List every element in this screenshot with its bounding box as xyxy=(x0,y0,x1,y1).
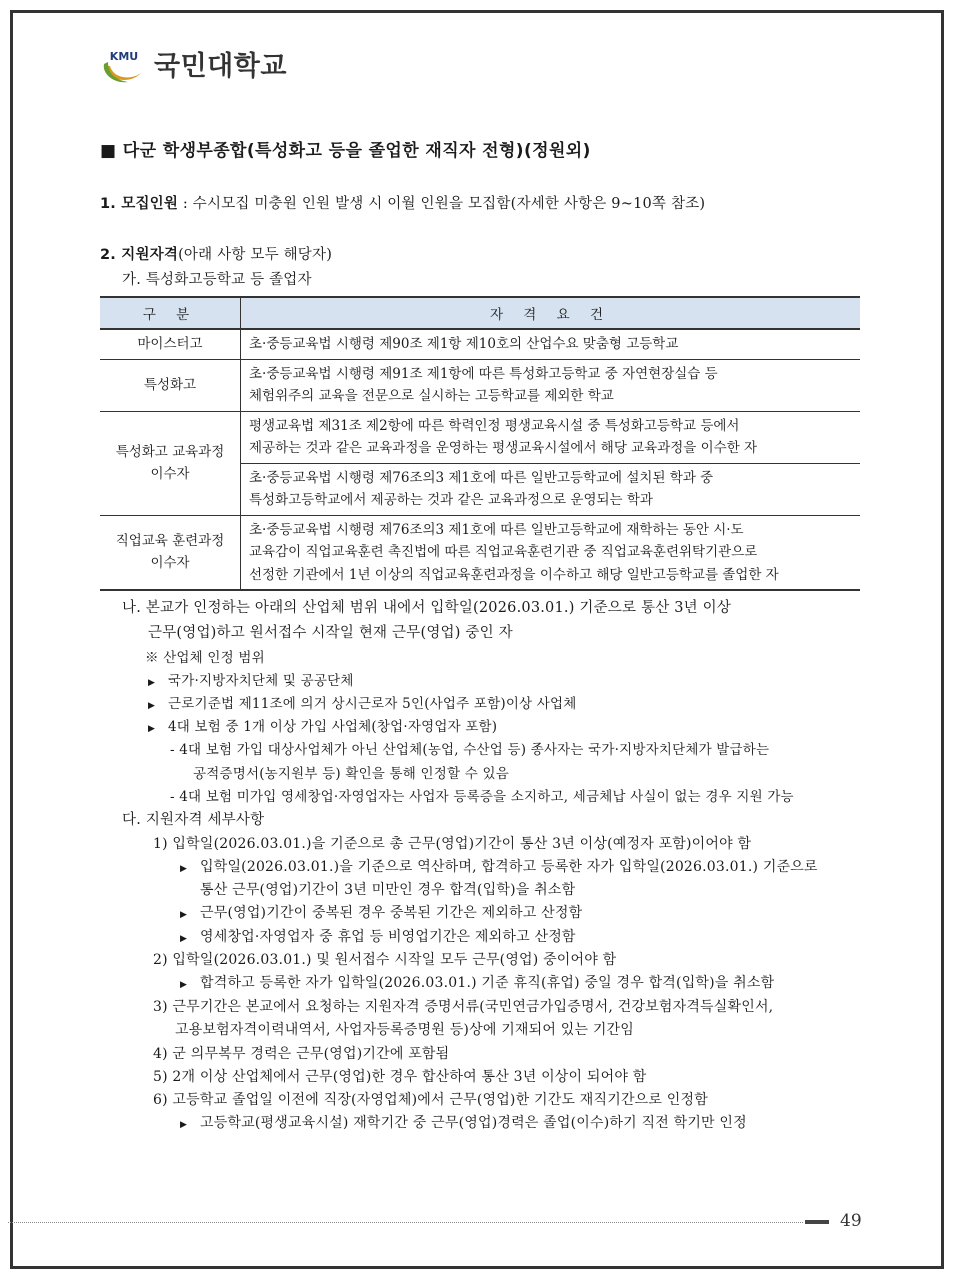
list-item: ▶ 국가·지방자치단체 및 공공단체 xyxy=(148,673,354,689)
kmu-emblem-icon xyxy=(100,40,148,86)
bullet-arrow-icon: ▶ xyxy=(180,934,188,944)
section-text: : 수시모집 미충원 인원 발생 시 이월 인원을 모집함(자세한 사항은 9~10쪽 참조) xyxy=(178,196,706,212)
list-item: ▶ 입학일(2026.03.01.)을 기준으로 역산하며, 합격하고 등록한 자가 입학일(2026.03.01.) 기준으로 xyxy=(180,859,818,875)
row-desc-line: 제공하는 것과 같은 교육과정을 운영하는 평생교육시설에서 해당 교육과정을 이수한 자 xyxy=(249,440,758,456)
row-category-line: 직업교육 훈련과정 xyxy=(115,533,225,550)
subsection-ga: 가. 특성화고등학교 등 졸업자 xyxy=(122,272,312,288)
row-desc-line: 교육감이 직업교육훈련 촉진법에 따른 직업교육훈련기관 중 직업교육훈련위탁기관으로 xyxy=(249,544,758,560)
da-item-cont: 고용보험자격이력내역서, 사업자등록증명원 등)상에 기재되어 있는 기간임 xyxy=(175,1022,635,1038)
da-title: 다. 지원자격 세부사항 xyxy=(122,812,265,828)
dash-item: - 4대 보험 가입 대상사업체가 아닌 산업체(농업, 수산업 등) 종사자는 국가·지방자치단체가 발급하는 xyxy=(170,742,770,758)
list-item: ▶ 근로기준법 제11조에 의거 상시근로자 5인(사업주 포함)이상 사업체 xyxy=(148,696,577,712)
row-desc-line: 특성화고등학교에서 제공하는 것과 같은 교육과정으로 운영되는 학과 xyxy=(249,492,653,508)
section-note: (아래 사항 모두 해당자) xyxy=(178,247,333,263)
university-logo xyxy=(100,40,287,86)
table-header-category: 구 분 xyxy=(100,297,241,329)
bullet-arrow-icon: ▶ xyxy=(148,724,156,734)
svg-text:KMU: KMU xyxy=(109,50,139,63)
row-category-line: 특성화고 교육과정 xyxy=(115,444,225,460)
row-desc-line: 초·중등교육법 시행령 제91조 제1항에 따른 특성화고등학교 중 자연현장실습 등 xyxy=(249,365,718,382)
section-recruitment xyxy=(100,192,705,213)
row-desc-line: 초·중등교육법 시행령 제76조의3 제1호에 따른 일반고등학교에 재학하는 동안 시·도 xyxy=(249,521,744,538)
university-name: 국민대학교 xyxy=(154,50,287,82)
row-category-line: 이수자 xyxy=(150,555,190,572)
table-row xyxy=(100,359,860,411)
table-header-requirements: 자 격 요 건 xyxy=(241,297,861,329)
table-row xyxy=(100,515,860,590)
list-item: ▶ 합격하고 등록한 자가 입학일(2026.03.01.) 기준 휴직(휴업) 중일 경우 합격(입학)을 취소함 xyxy=(180,975,775,991)
row-category: 특성화고 xyxy=(100,359,241,411)
dash-item: 공적증명서(농지원부 등) 확인을 통해 인정할 수 있음 xyxy=(193,766,509,782)
da-item: 1) 입학일(2026.03.01.)을 기준으로 총 근무(영업)기간이 통산 3년 이상(예정자 포함)이어야 함 xyxy=(153,836,752,852)
bullet-arrow-icon: ▶ xyxy=(180,980,188,990)
da-item: 3) 근무기간은 본교에서 요청하는 지원자격 증명서류(국민연금가입증명서, 건강보험자격득실확인서, xyxy=(153,999,774,1015)
list-item: ▶ 고등학교(평생교육시설) 재학기간 중 근무(영업)경력은 졸업(이수)하기 직전 학기만 인정 xyxy=(180,1115,747,1131)
da-item: 4) 군 의무복무 경력은 근무(영업)기간에 포함됨 xyxy=(153,1046,450,1062)
footer-rule xyxy=(8,1222,803,1223)
section-label: 2. 지원자격 xyxy=(100,247,179,263)
row-desc-line: 평생교육법 제31조 제2항에 따른 학력인정 평생교육시설 중 특성화고등학교 등에서 xyxy=(249,417,740,434)
dash-item: - 4대 보험 미가입 영세창업·자영업자는 사업자 등록증을 소지하고, 세금체납 사실이 없는 경우 지원 가능 xyxy=(170,789,794,805)
bullet-arrow-icon: ▶ xyxy=(148,678,156,688)
bullet-arrow-icon: ▶ xyxy=(180,864,188,874)
row-category-line: 이수자 xyxy=(150,466,190,482)
na-line: 근무(영업)하고 원서접수 시작일 현재 근무(영업) 중인 자 xyxy=(148,625,513,641)
page-number: 49 xyxy=(840,1211,862,1231)
row-category xyxy=(100,411,241,515)
page-heading: ■ 다군 학생부종합(특성화고 등을 졸업한 재직자 전형)(정원외) xyxy=(100,141,591,161)
row-desc-line: 초·중등교육법 시행령 제76조의3 제1호에 따른 일반고등학교에 설치된 학과 중 xyxy=(249,469,714,486)
list-item: ▶ 근무(영업)기간이 중복된 경우 중복된 기간은 제외하고 산정함 xyxy=(180,905,583,921)
da-item: 5) 2개 이상 산업체에서 근무(영업)한 경우 합산하여 통산 3년 이상이 되어야 함 xyxy=(153,1069,647,1085)
na-note: ※ 산업체 인정 범위 xyxy=(145,650,265,666)
da-item: 2) 입학일(2026.03.01.) 및 원서접수 시작일 모두 근무(영업) 중이어야 함 xyxy=(153,952,617,968)
table-row xyxy=(100,329,860,359)
row-desc-line: 체험위주의 교육을 전문으로 실시하는 고등학교를 제외한 학교 xyxy=(249,388,614,404)
na-line: 나. 본교가 인정하는 아래의 산업체 범위 내에서 입학일(2026.03.01.) 기준으로 통산 3년 이상 xyxy=(122,600,732,616)
footer-bar xyxy=(805,1220,829,1224)
list-item: ▶ 영세창업·자영업자 중 휴업 등 비영업기간은 제외하고 산정함 xyxy=(180,929,576,945)
eligibility-table xyxy=(100,296,860,591)
row-desc-line: 초·중등교육법 시행령 제90조 제1항 제10호의 산업수요 맞춤형 고등학교 xyxy=(249,336,679,352)
bullet-arrow-icon: ▶ xyxy=(180,910,188,920)
list-item: ▶ 4대 보험 중 1개 이상 가입 사업체(창업·자영업자 포함) xyxy=(148,719,498,735)
bullet-arrow-icon: ▶ xyxy=(148,701,156,711)
section-eligibility xyxy=(100,243,332,264)
table-row xyxy=(100,411,860,463)
row-category: 마이스터고 xyxy=(100,329,241,359)
list-item-cont: 통산 근무(영업)기간이 3년 미만인 경우 합격(입학)을 취소함 xyxy=(200,882,576,898)
da-item: 6) 고등학교 졸업일 이전에 직장(자영업체)에서 근무(영업)한 기간도 재직기간으로 인정함 xyxy=(153,1092,708,1108)
bullet-arrow-icon: ▶ xyxy=(180,1120,188,1130)
row-category xyxy=(100,515,241,590)
row-desc-line: 선정한 기관에서 1년 이상의 직업교육훈련과정을 이수하고 해당 일반고등학교를 졸업한 자 xyxy=(249,566,779,583)
section-label: 1. 모집인원 xyxy=(100,196,179,212)
table-header-row xyxy=(100,297,860,329)
